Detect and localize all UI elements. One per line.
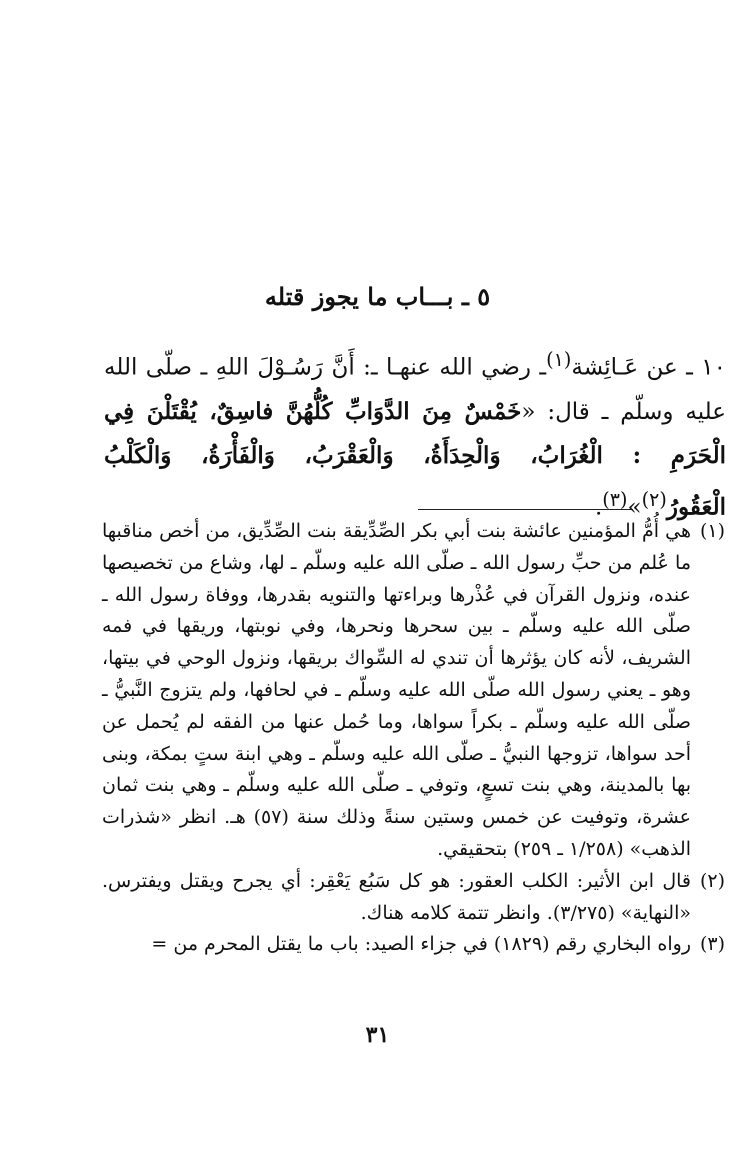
footnote-ref-3: (٣) [602, 487, 628, 511]
chapter-title: ٥ ـ بـــاب ما يجوز قتله [264, 282, 491, 311]
footnotes [102, 516, 725, 961]
hadith-narrator: ـ رضي الله عنهـا ـ: أَنَّ رَسُـوْلَ اللهِ ـ صلّى الله عليه وسلّم ـ قال: « [104, 354, 726, 425]
footnote-text: قال ابن الأثير: الكلب العقور: هو كل سَبُع يَعْقِر: أي يجرح ويقتل ويفترس. «النهاية» (٣/٢٧٥). وانظر تتمة كلامه هناك. [102, 869, 691, 924]
page-number: ٣١ [365, 1022, 390, 1048]
footnote-text: هي أُمُّ المؤمنين عائشة بنت أبي بكر الصِّدِّيقة بنت الصِّدِّيق، من أخص مناقبها ما عُلم من حبِّ رسول الله ـ صلّى الله عليه وسلّم ـ لها، وشاع من تخصيصها عنده، ونزول القرآن في عُذْرها وبراءتها والتنويه بقدرها، ووفاة رسول الله ـ صلّى الله عليه وسلّم ـ بين سحرها ونحرها، وفي نوبتها، وريقها في فمه الشريف، لأنه كان يؤثرها أن تندي له السِّواك بريقها، ونزول الوحي في بيتها، وهو ـ يعني رسول الله صلّى الله عليه وسلّم ـ في لحافها، ولم يتزوج النَّبيُّ ـ صلّى الله عليه وسلّم ـ بكراً سواها، وما حُمل عنها من الفقه لم يُحمل عن أحد سواها، تزوجها النبيُّ ـ صلّى الله عليه وسلّم ـ وهي ابنة ستٍ بمكة، وبنى بها بالمدينة، وهي بنت تسعٍ، وتوفي ـ صلّى الله عليه وسلّم ـ وهي بنت ثمان عشرة، وتوفيت عن خمس وستين سنةً وذلك سنة (٥٧) هـ. انظر «شذرات الذهب» (١/٢٥٨ ـ ٢٥٩) بتحقيقي. [102, 520, 692, 860]
hadith-quote: خَمْسٌ مِنَ الدَّوَابِّ كُلُّهُنَّ فاسِقٌ، يُقْتَلْنَ فِي الْحَرَمِ : الْغُرَابُ، وَالْحِدَأَةُ، وَالْعَقْرَبُ، وَالْفَأْرَةُ، وَالْكَلْبُ الْعَقُورُ [104, 397, 726, 521]
footnote-3 [102, 929, 725, 961]
hadith-intro: ١٠ ـ عن عَـائِشة [571, 354, 726, 381]
footnote-separator [418, 509, 633, 510]
footnote-ref-1: (١) [546, 348, 572, 371]
footnote-number: (١) [699, 520, 725, 542]
hadith-quote-close: » [627, 494, 642, 521]
hadith-text [104, 338, 726, 529]
footnote-text: رواه البخاري رقم (١٨٢٩) في جزاء الصيد: باب ما يقتل المحرم من = [151, 933, 691, 956]
footnote-ref-2: (٢) [641, 487, 667, 511]
footnote-2 [102, 866, 725, 930]
hadith-end: . [594, 494, 603, 521]
footnote-number: (٣) [699, 933, 725, 956]
footnote-1 [102, 516, 725, 866]
footnote-number: (٢) [699, 869, 725, 892]
